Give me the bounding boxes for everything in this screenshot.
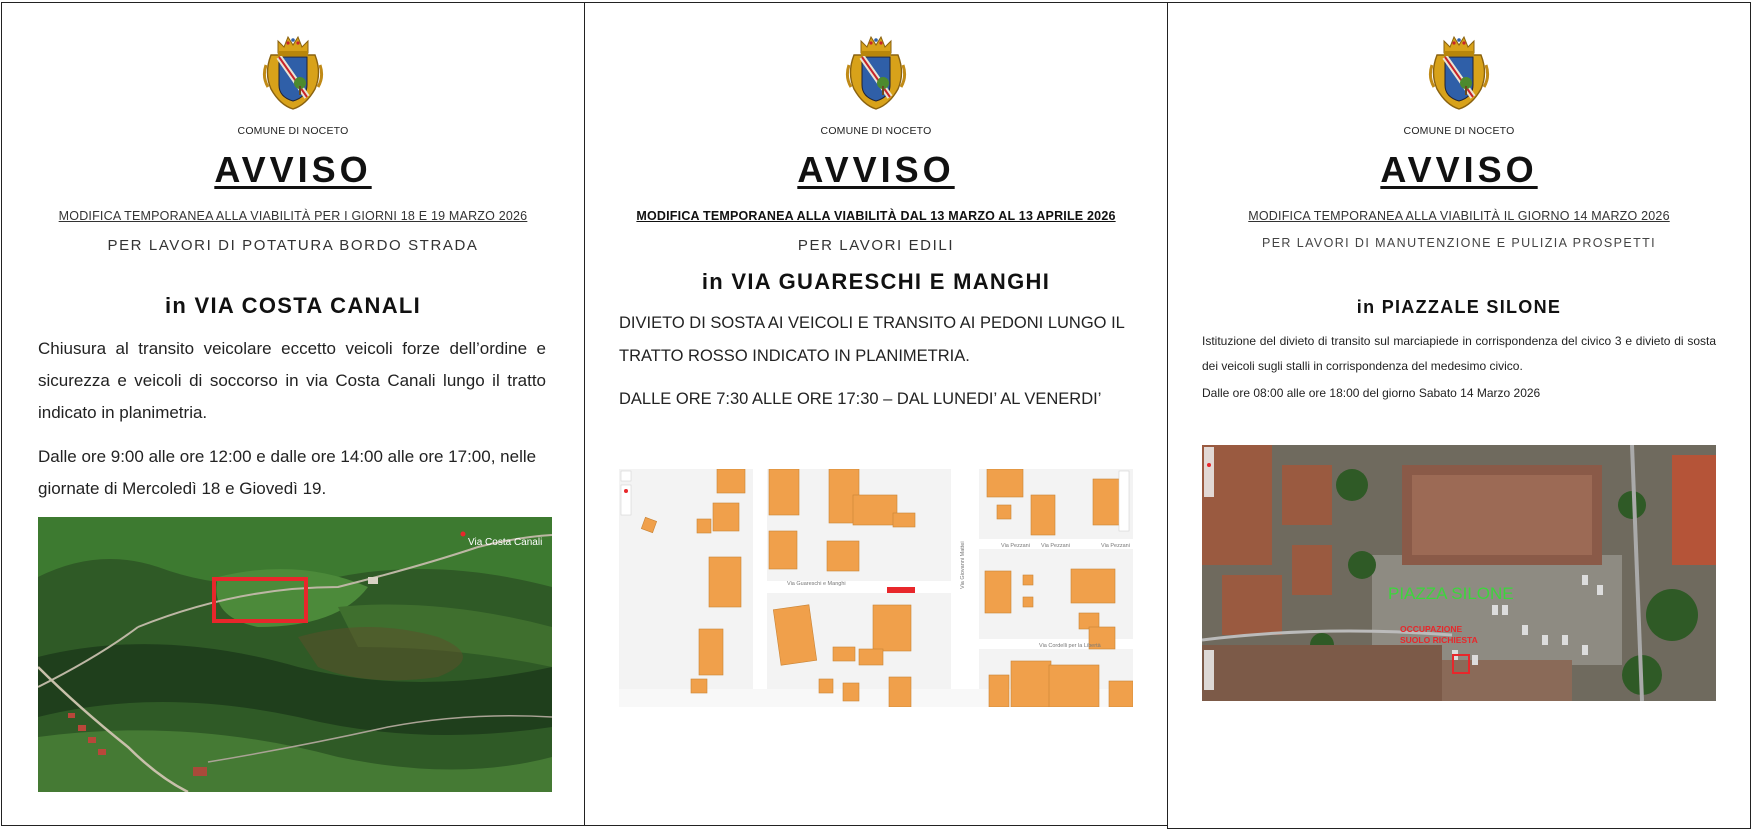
map-label-street: Via Pezzani <box>1041 543 1070 549</box>
notice-schedule: DALLE ORE 7:30 ALLE ORE 17:30 – DAL LUNEDI’ AL VENERDI’ <box>619 390 1102 408</box>
comune-label: COMUNE DI NOCETO <box>820 125 932 137</box>
notice-title: AVVISO <box>214 149 372 190</box>
comune-label: COMUNE DI NOCETO <box>1403 125 1515 137</box>
notice-reason: PER LAVORI EDILI <box>797 237 955 254</box>
notice-schedule: Dalle ore 08:00 alle ore 18:00 del giorno Sabato 14 Marzo 2026 <box>1202 386 1541 400</box>
map-label-street: Via Guareschi e Manghi <box>787 581 846 587</box>
map-label-suolo-richiesta: SUOLO RICHIESTA <box>1400 635 1478 645</box>
map-label-piazza-silone: PIAZZA SILONE <box>1388 584 1514 603</box>
map-label-street: Via Cordelli per la Libertà <box>1039 643 1101 649</box>
notice-body: Istituzione del divieto di transito sul marciapiede in corrispondenza del civico 3 e divieto di sosta dei veicoli sugli stalli in corrispondenza del medesimo civico. <box>1202 334 1716 373</box>
notice-panel-piazzale-silone <box>1167 2 1751 829</box>
coat-of-arms-icon <box>262 31 324 111</box>
notice-title: AVVISO <box>797 149 955 190</box>
notice-reason: PER LAVORI DI POTATURA BORDO STRADA <box>107 237 479 254</box>
map-label-street: Via Pezzani <box>1101 543 1130 549</box>
notice-body: DIVIETO DI SOSTA AI VEICOLI E TRANSITO AI PEDONI LUNGO IL TRATTO ROSSO INDICATO IN PLANIMETRIA. <box>619 314 1125 365</box>
map-label-occupazione: OCCUPAZIONE <box>1400 624 1463 634</box>
notice-location: in VIA COSTA CANALI <box>164 293 422 318</box>
notice-subtitle: MODIFICA TEMPORANEA ALLA VIABILITÀ IL GIORNO 14 MARZO 2026 <box>1248 209 1670 223</box>
notice-location: in PIAZZALE SILONE <box>1356 297 1562 317</box>
comune-label: COMUNE DI NOCETO <box>237 125 349 137</box>
notice-panel-guareschi-manghi <box>584 2 1168 826</box>
coat-of-arms-icon <box>1428 31 1490 111</box>
coat-of-arms-icon <box>845 31 907 111</box>
map-label-street: Via Pezzani <box>1001 543 1030 549</box>
map-label-via-costa-canali: Via Costa Canali <box>468 537 543 548</box>
satellite-map-piazzale-silone <box>1202 445 1716 701</box>
notice-panel-costa-canali <box>1 2 585 826</box>
notice-reason: PER LAVORI DI MANUTENZIONE E PULIZIA PROSPETTI <box>1261 236 1657 250</box>
notice-title: AVVISO <box>1380 149 1538 190</box>
street-map-guareschi-manghi <box>619 469 1133 707</box>
notice-schedule: Dalle ore 9:00 alle ore 12:00 e dalle ore 14:00 alle ore 17:00, nelle giornate di Mercoledì 18 e Giovedì 19. <box>38 447 537 498</box>
satellite-map-costa-canali <box>38 517 552 792</box>
notice-subtitle: MODIFICA TEMPORANEA ALLA VIABILITÀ PER I GIORNI 18 E 19 MARZO 2026 <box>58 209 528 223</box>
notice-subtitle: MODIFICA TEMPORANEA ALLA VIABILITÀ DAL 13 MARZO AL 13 APRILE 2026 <box>636 209 1116 223</box>
notice-body: Chiusura al transito veicolare eccetto veicoli forze dell’ordine e sicurezza e veicoli di soccorso in via Costa Canali lungo il tratto indicato in planimetria. <box>38 339 546 422</box>
map-label-street: Via Giovanni Mattei <box>960 541 966 589</box>
notice-location: in VIA GUARESCHI E MANGHI <box>701 269 1051 294</box>
